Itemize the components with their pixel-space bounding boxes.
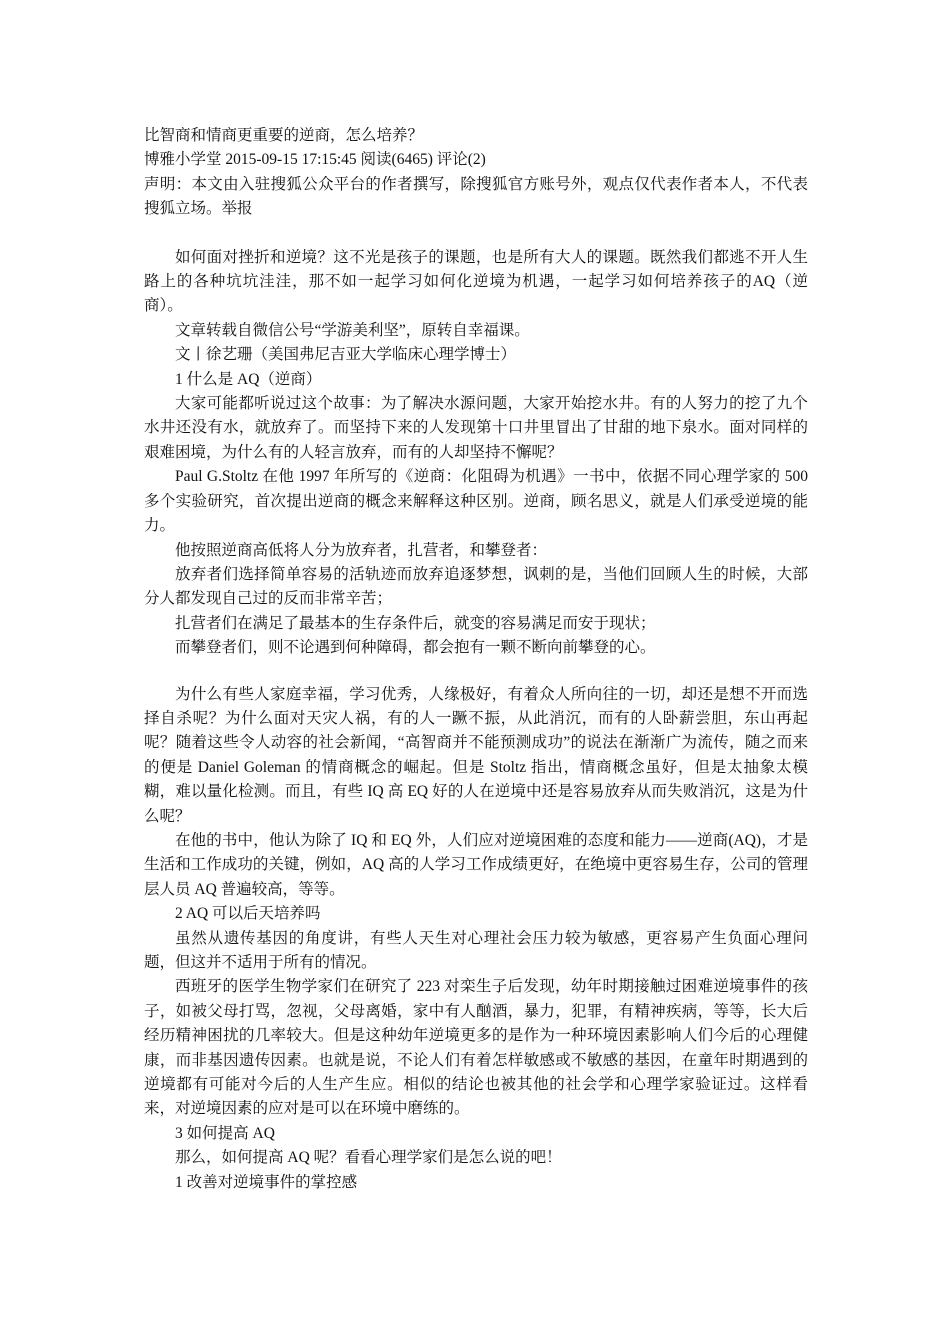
section-heading-3: 3 如何提高 AQ xyxy=(175,1124,275,1142)
paragraph-well-story: 大家可能都听说过这个故事：为了解决水源问题，大家开始挖水井。有的人努力的挖了九个水井还没有水，就放弃了。而坚持下来的人发现第十口井里冒出了甘甜的地下泉水。面对同样的艰难困境，为什么有的人轻言放弃，而有的人却坚持不懈呢？ xyxy=(144,395,808,461)
article-title: 比智商和情商更重要的逆商，怎么培养？ xyxy=(144,127,424,144)
paragraph-why: 为什么有些人家庭幸福，学习优秀，人缘极好，有着众人所向往的一切，却还是想不开而选择自杀呢？为什么面对天灾人祸，有的人一蹶不振，从此消沉，而有的人卧薪尝胆，东山再起呢？随着这些令人动容的社会新闻，“高智商并不能预测成功”的说法在渐渐广为流传，随之而来的便是 Daniel Goleman 的情商概念的崛起。但是 Stoltz 指出，情商概念虽好，但是太抽象太模糊，难以量化检测。而且，有些 IQ 高 EQ 好的人在逆境中还是容易放弃从而失败消沉，这是为什么呢？ xyxy=(144,685,808,825)
disclaimer: 声明：本文由入驻搜狐公众平台的作者撰写，除搜狐官方账号外，观点仅代表作者本人，不代表搜狐立场。举报 xyxy=(144,175,808,218)
blank-line xyxy=(144,222,808,246)
author-line: 文丨徐艺珊（美国弗尼吉亚大学临床心理学博士） xyxy=(175,346,517,364)
source-line: 文章转载自微信公号“学游美利坚”，原转自幸福课。 xyxy=(175,321,530,339)
paragraph-how: 那么，如何提高 AQ 呢？看看心理学家们是怎么说的吧！ xyxy=(175,1149,562,1167)
paragraph-climbers: 而攀登者们，则不论遇到何种障碍，都会抱有一颗不断向前攀登的心。 xyxy=(175,639,656,657)
paragraph-aq-key: 在他的书中，他认为除了 IQ 和 EQ 外，人们应对逆境困难的态度和能力——逆商(AQ)，才是生活和工作成功的关键，例如，AQ 高的人学习工作成绩更好，在绝境中更容易生存，公司的管理层人员 AQ 普遍较高，等等。 xyxy=(144,831,808,898)
paragraph-campers: 扎营者们在满足了最基本的生存条件后，就变的容易满足而安于现状； xyxy=(175,614,656,632)
paragraph-genes: 虽然从遗传基因的角度讲，有些人天生对心理社会压力较为敏感，更容易产生负面心理问题，但这并不适用于所有的情况。 xyxy=(144,929,808,971)
paragraph-twins-study: 西班牙的医学生物学家们在研究了 223 对栾生子后发现，幼年时期接触过困难逆境事件的孩子，如被父母打骂，忽视，父母离婚，家中有人酗酒，暴力，犯罪，有精神疾病，等等，长大后经历精神困扰的几率较大。但是这种幼年逆境更多的是作为一种环境因素影响人们今后的心理健康，而非基因遗传因素。也就是说，不论人们有着怎样敏感或不敏感的基因，在童年时期遇到的逆境都有可能对今后的人生产生应。相似的结论也被其他的社会学和心理学家验证过。这样看来，对逆境因素的应对是可以在环境中磨练的。 xyxy=(144,978,808,1118)
paragraph-quitters: 放弃者们选择简单容易的活轨迹而放弃追逐梦想，讽刺的是，当他们回顾人生的时候，大部分人都发现自己过的反而非常辛苦； xyxy=(144,565,808,608)
subsection-heading-1: 1 改善对逆境事件的掌控感 xyxy=(175,1173,358,1191)
paragraph-three-types: 他按照逆商高低将人分为放弃者，扎营者，和攀登者： xyxy=(175,541,548,559)
paragraph-stoltz: Paul G.Stoltz 在他 1997 年所写的《逆商：化阻碍为机遇》一书中，依据不同心理学家的 500 多个实验研究，首次提出逆商的概念来解释这种区别。逆商，顾名思义，就是人们承受逆境的能力。 xyxy=(144,468,808,535)
section-heading-2: 2 AQ 可以后天培养吗 xyxy=(175,905,321,923)
intro-paragraph: 如何面对挫折和逆境？这不光是孩子的课题，也是所有大人的课题。既然我们都逃不开人生路上的各种坑坑洼洼，那不如一起学习如何化逆境为机遇，一起学习如何培养孩子的AQ（逆商）。 xyxy=(144,248,808,315)
blank-line xyxy=(144,661,808,683)
document-page xyxy=(144,124,808,1195)
article-meta: 博雅小学堂 2015-09-15 17:15:45 阅读(6465) 评论(2) xyxy=(144,151,486,169)
section-heading-1: 1 什么是 AQ（逆商） xyxy=(175,370,322,388)
